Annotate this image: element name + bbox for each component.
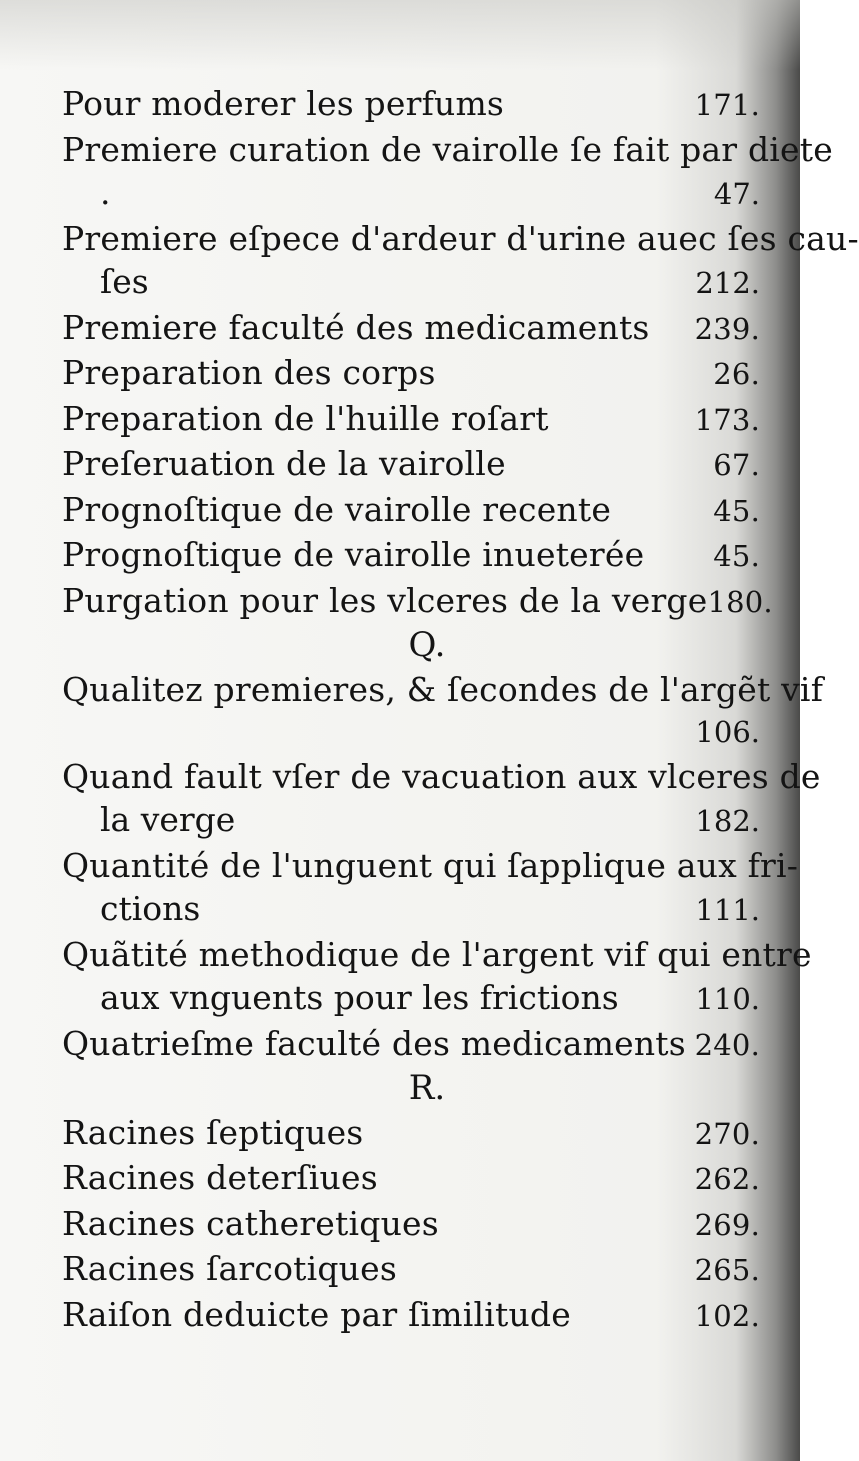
entry-page-number: 180. bbox=[707, 584, 773, 619]
entry-text: Racines deterſiues bbox=[62, 1158, 378, 1197]
entry-text: Quatrieſme faculté des medicaments bbox=[62, 1023, 686, 1063]
index-entry bbox=[62, 128, 833, 172]
entry-text: Preparation des corps bbox=[62, 353, 436, 392]
index-entry bbox=[62, 533, 762, 579]
entry-page-number: 47. bbox=[713, 177, 760, 211]
entry-page-number: 102. bbox=[694, 1298, 760, 1333]
entry-text: Pour moderer les perfums bbox=[62, 84, 505, 123]
entry-page-number: 171. bbox=[694, 88, 760, 122]
entry-text: Racines catheretiques bbox=[62, 1203, 439, 1243]
entry-page-number: 239. bbox=[694, 311, 760, 346]
entry-text: Premiere curation de vairolle ſe fait par diete bbox=[62, 129, 833, 169]
entry-page-number: 111. bbox=[695, 893, 760, 927]
entry-text: Prognoſtique de vairolle inueterée bbox=[62, 535, 645, 574]
entry-text: Racines ſeptiques bbox=[62, 1112, 364, 1152]
index-entry bbox=[62, 351, 762, 397]
entry-text: Raiſon deduicte par ſimilitude bbox=[62, 1294, 571, 1334]
entry-continuation-text: ctions bbox=[100, 889, 201, 928]
index-entry-continuation bbox=[62, 711, 762, 755]
entry-text: Racines ſarcotiques bbox=[62, 1249, 397, 1288]
index-entry bbox=[62, 488, 762, 534]
index-entry bbox=[62, 1022, 762, 1068]
index-entry bbox=[62, 1156, 762, 1202]
entry-continuation-text: aux vnguents pour les frictions bbox=[100, 978, 619, 1017]
index-entry bbox=[62, 1202, 762, 1248]
index-entry-continuation bbox=[62, 976, 762, 1022]
entry-text: Prognoſtique de vairolle recente bbox=[62, 489, 612, 529]
entry-page-number: 240. bbox=[694, 1027, 760, 1062]
entry-text: Premiere faculté des medicaments bbox=[62, 307, 650, 347]
index-entry bbox=[62, 217, 859, 261]
entry-continuation-text: la verge bbox=[100, 800, 236, 839]
index-entry bbox=[62, 1111, 762, 1157]
section-heading-q: Q. bbox=[408, 625, 446, 665]
index-entry bbox=[62, 933, 812, 977]
entry-page-number: 212. bbox=[695, 266, 760, 300]
index-entry bbox=[62, 82, 762, 128]
index-entry bbox=[62, 442, 762, 488]
entry-text: Premiere eſpece d'ardeur d'urine auec ſes cau- bbox=[62, 218, 859, 258]
entry-page-number: 26. bbox=[713, 357, 760, 391]
index-entry bbox=[62, 1247, 762, 1293]
entry-page-number: 182. bbox=[695, 804, 760, 838]
index-entry bbox=[62, 668, 824, 712]
index-list bbox=[62, 82, 859, 1338]
index-entry bbox=[62, 306, 762, 352]
entry-text: Purgation pour les vlceres de la verge bbox=[62, 580, 708, 620]
entry-text: Quãtité methodique de l'argent vif qui entre bbox=[62, 934, 812, 974]
index-entry bbox=[62, 579, 773, 625]
entry-page-number: 270. bbox=[694, 1116, 760, 1151]
entry-continuation-text: . bbox=[100, 173, 111, 212]
entry-text: Qualitez premieres, & ſecondes de l'argẽt vif bbox=[62, 669, 824, 709]
index-entry bbox=[62, 397, 762, 443]
index-entry bbox=[62, 844, 799, 888]
entry-page-number: 173. bbox=[694, 402, 760, 437]
section-heading-r: R. bbox=[408, 1068, 446, 1108]
entry-text: Preparation de l'huille roſart bbox=[62, 398, 549, 438]
index-entry-continuation bbox=[62, 260, 762, 306]
index-entry bbox=[62, 755, 821, 799]
index-entry bbox=[62, 1293, 762, 1339]
entry-page-number: 265. bbox=[694, 1253, 760, 1287]
entry-page-number: 262. bbox=[694, 1162, 760, 1196]
entry-page-number: 106. bbox=[695, 715, 760, 749]
entry-continuation-text: ſes bbox=[100, 262, 149, 301]
index-entry-continuation bbox=[62, 887, 762, 933]
index-entry-continuation bbox=[62, 171, 762, 217]
index-entry-continuation bbox=[62, 798, 762, 844]
entry-page-number: 45. bbox=[713, 493, 760, 528]
entry-page-number: 67. bbox=[713, 448, 760, 482]
entry-text: Preſeruation de la vairolle bbox=[62, 444, 506, 483]
entry-text: Quantité de l'unguent qui ſapplique aux fri- bbox=[62, 845, 799, 885]
entry-page-number: 110. bbox=[695, 982, 760, 1016]
entry-page-number: 269. bbox=[694, 1207, 760, 1242]
entry-text: Quand fault vſer de vacuation aux vlceres de bbox=[62, 756, 821, 796]
entry-page-number: 45. bbox=[713, 539, 760, 573]
